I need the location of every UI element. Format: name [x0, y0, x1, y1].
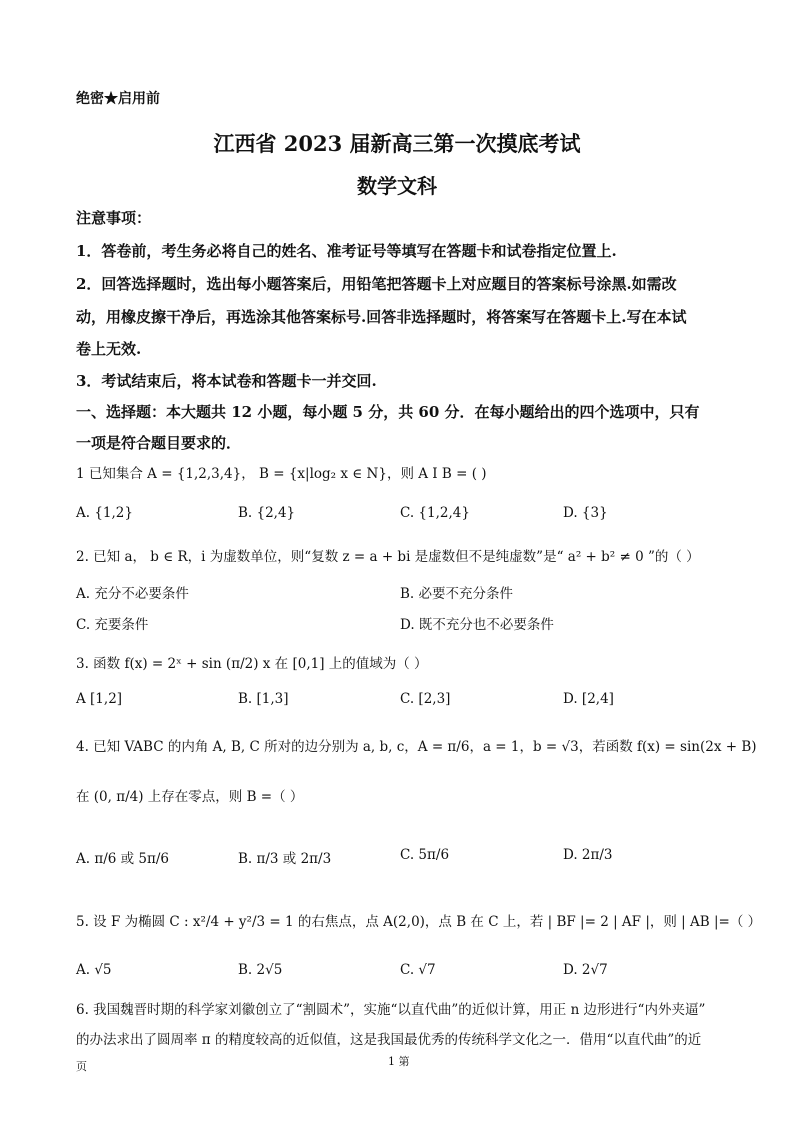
question-5-option-a: A. √5	[76, 962, 112, 978]
question-1-option-b: B. {2,4}	[238, 505, 296, 521]
question-6-stem-cont: 的办法求出了圆周率 π 的精度较高的近似值，这是我国最优秀的传统科学文化之一．借用“以直代曲”的近	[76, 1032, 702, 1048]
notice-item-1: 1．答卷前，考生务必将自己的姓名、准考证号等填写在答题卡和试卷指定位置上.	[76, 242, 617, 260]
question-5-option-c: C. √7	[400, 962, 436, 978]
footer-page-number: 1 第	[388, 1055, 410, 1068]
notice-item-2-end: 卷上无效.	[76, 340, 142, 358]
question-2-option-c: C. 充要条件	[76, 617, 149, 633]
exam-title: 江西省 2023 届新高三第一次摸底考试	[213, 131, 581, 156]
question-3-option-d: D. [2,4]	[563, 691, 614, 707]
question-4-option-a: A. π/6 或 5π/6	[76, 851, 170, 867]
question-4-stem-cont: 在 (0, π/4) 上存在零点，则 B =（ ）	[76, 789, 304, 805]
question-1-stem: 1 已知集合 A = {1,2,3,4}， B = {x|log₂ x ∈ N}，则 A I B = ( )	[76, 466, 487, 482]
question-5-stem: 5. 设 F 为椭圆 C : x²/4 + y²/3 = 1 的右焦点，点 A(2,0)，点 B 在 C 上，若 | BF |= 2 | AF |，则 | AB |=（ ）	[76, 914, 762, 930]
section-heading-cont: 一项是符合题目要求的．	[76, 434, 242, 452]
question-4-option-c: C. 5π/6	[400, 847, 450, 863]
notice-heading: 注意事项：	[76, 209, 152, 227]
question-3-option-b: B. [1,3]	[238, 691, 289, 707]
notice-item-2: 2．回答选择题时，选出每小题答案后，用铅笔把答题卡上对应题目的答案标号涂黑.如需改	[76, 275, 677, 293]
question-4-option-d: D. 2π/3	[563, 847, 613, 863]
notice-item-3: 3．考试结束后，将本试卷和答题卡一并交回.	[76, 372, 377, 390]
question-3-option-c: C. [2,3]	[400, 691, 451, 707]
question-6-stem: 6. 我国魏晋时期的科学家刘徽创立了“割圆术”，实施“以直代曲”的近似计算，用正 n 边形进行“内外夹逼”	[76, 1002, 706, 1018]
question-2-option-b: B. 必要不充分条件	[400, 586, 514, 602]
section-heading: 一、选择题：本大题共 12 小题，每小题 5 分，共 60 分．在每小题给出的四个选项中，只有	[76, 403, 700, 421]
secret-mark: 绝密★启用前	[76, 91, 160, 107]
question-2-option-a: A. 充分不必要条件	[76, 586, 189, 602]
question-3-stem: 3. 函数 f(x) = 2ˣ + sin (π/2) x 在 [0,1] 上的值域为（ ）	[76, 656, 428, 672]
question-4-option-b: B. π/3 或 2π/3	[238, 851, 332, 867]
question-3-option-a: A [1,2]	[76, 691, 123, 707]
question-1-option-d: D. {3}	[563, 505, 608, 521]
notice-item-2-cont: 动，用橡皮擦干净后，再选涂其他答案标号.回答非选择题时，将答案写在答题卡上.写在本试	[76, 308, 687, 326]
footer-page-label: 页	[76, 1060, 87, 1073]
exam-subtitle: 数学文科	[357, 174, 437, 198]
question-2-option-d: D. 既不充分也不必要条件	[400, 617, 554, 633]
question-2-stem: 2. 已知 a， b ∈ R，i 为虚数单位，则“复数 z = a + bi 是虚数但不是纯虚数”是“ a² + b² ≠ 0 ”的（ ）	[76, 549, 700, 565]
question-1-option-c: C. {1,2,4}	[400, 505, 470, 521]
question-5-option-d: D. 2√7	[563, 962, 608, 978]
question-4-stem: 4. 已知 VABC 的内角 A, B, C 所对的边分别为 a, b, c，A = π/6，a = 1，b = √3，若函数 f(x) = sin(2x + B)	[76, 739, 757, 755]
question-5-option-b: B. 2√5	[238, 962, 283, 978]
question-1-option-a: A. {1,2}	[76, 505, 133, 521]
